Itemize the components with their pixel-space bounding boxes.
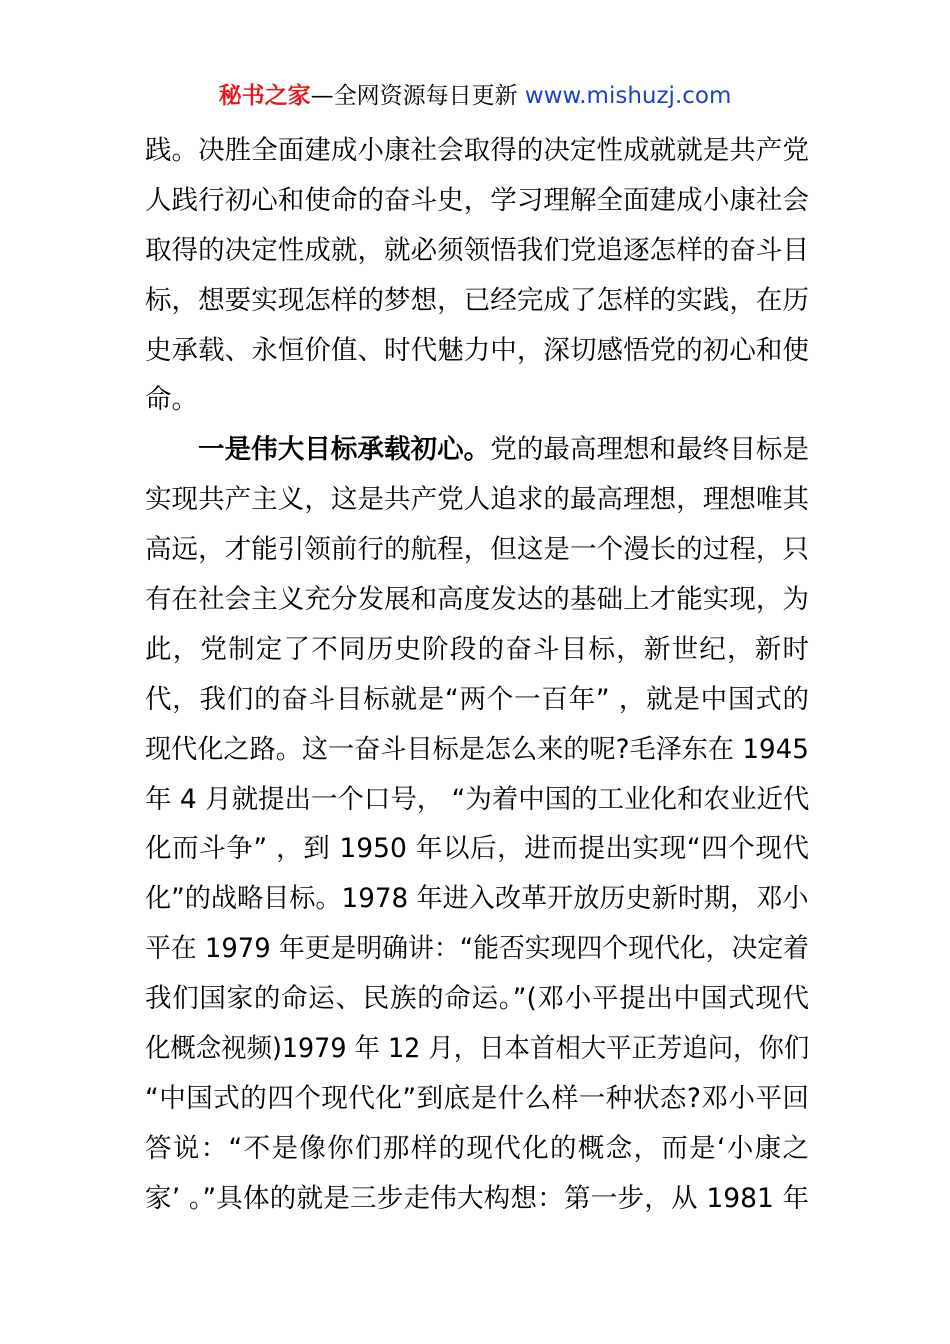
- text-line: 答说：“不是像你们那样的现代化的概念，而是‘小康之: [145, 1132, 809, 1164]
- text-line: 有在社会主义充分发展和高度发达的基础上才能实现，为: [145, 584, 809, 616]
- text-line: 年 4 月就提出一个口号， “为着中国的工业化和农业近代: [145, 783, 810, 815]
- text-line: “中国式的四个现代化”到底是什么样一种状态?邓小平回: [145, 1082, 809, 1114]
- paragraph-heading: 一是伟大目标承载初心。: [198, 434, 491, 466]
- text-line: 化概念视频)1979 年 12 月，日本首相大平正芳追问，你们: [145, 1033, 810, 1065]
- text-line: 平在 1979 年更是明确讲：“能否实现四个现代化，决定着: [145, 933, 810, 965]
- text-line: 践。决胜全面建成小康社会取得的决定性成就就是共产党: [145, 135, 809, 166]
- brand-name: 秘书之家: [218, 83, 311, 109]
- text-line: 代，我们的奋斗目标就是“两个一百年” ，就是中国式的: [145, 683, 809, 715]
- text-line: 化”的战略目标。1978 年进入改革开放历史新时期，邓小: [145, 883, 809, 915]
- text-line: 取得的决定性成就，就必须领悟我们党追逐怎样的奋斗目: [145, 234, 809, 266]
- paragraph-first-line: [145, 425, 809, 475]
- text-line: 实现共产主义，这是共产党人追求的最高理想，理想唯其: [145, 484, 809, 516]
- text-line: 化而斗争” ，到 1950 年以后，进而提出实现“四个现代: [145, 833, 809, 865]
- text-run: 党的最高理想和最终目标是: [490, 434, 809, 466]
- document-body: [145, 126, 809, 1224]
- site-url: www.mishuzj.com: [524, 83, 732, 109]
- text-line: 此，党制定了不同历史阶段的奋斗目标，新世纪，新时: [145, 633, 809, 665]
- text-line: 高远，才能引领前行的航程，但这是一个漫长的过程，只: [145, 534, 809, 566]
- paragraph-2: [145, 425, 809, 1223]
- text-line: 现代化之路。这一奋斗目标是怎么来的呢?毛泽东在 1945: [145, 733, 809, 765]
- text-line: 标，想要实现怎样的梦想，已经完成了怎样的实践，在历: [145, 284, 809, 316]
- text-line: 史承载、永恒价值、时代魅力中，深切感悟党的初心和使: [145, 334, 809, 366]
- text-line: 我们国家的命运、民族的命运。”(邓小平提出中国式现代: [145, 983, 809, 1015]
- header-slogan: —全网资源每日更新: [310, 83, 525, 109]
- paragraph-1: [145, 126, 809, 425]
- site-header: [0, 80, 950, 112]
- text-line: 命。: [145, 384, 198, 416]
- text-line: 人践行初心和使命的奋斗史，学习理解全面建成小康社会: [145, 184, 809, 216]
- text-line: 家’ 。”具体的就是三步走伟大构想：第一步，从 1981 年: [145, 1182, 809, 1214]
